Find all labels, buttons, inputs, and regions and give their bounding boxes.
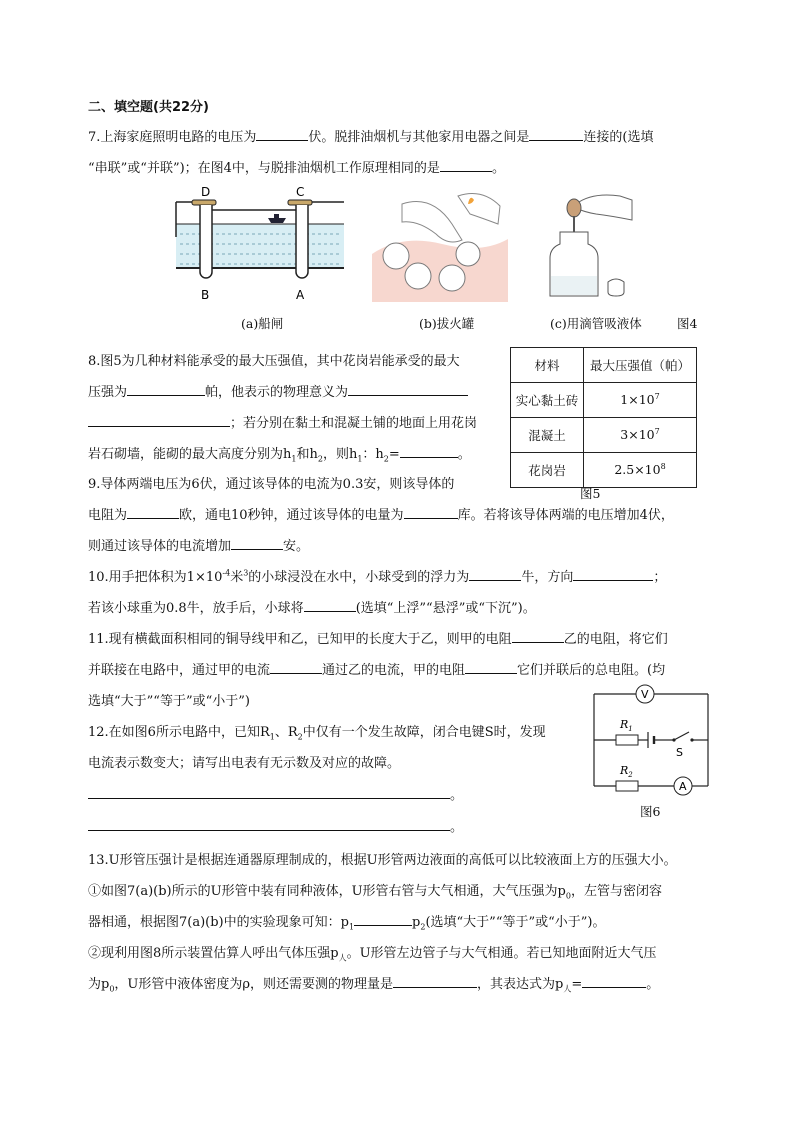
q13-text-3: 器相通，根据图7(a)(b)中的实验现象可知：p [88, 915, 349, 930]
q13-line3: 器相通，根据图7(a)(b)中的实验现象可知：$p_1$ $p_2$(选填“大于”“等于”或“小于”)。 [88, 911, 606, 932]
fig4b-caption: (b)拔火罐 [419, 316, 475, 331]
q8-blank-2[interactable] [348, 382, 468, 396]
fig6-caption: 图6 [640, 804, 661, 819]
q11-text-3: 并联接在电路中，通过甲的电流 [88, 663, 271, 678]
hand [576, 195, 632, 220]
q11-text-2: 乙的电阻，将它们 [563, 632, 668, 647]
q8-text-7: ：h [362, 447, 384, 462]
q10-text-1: 10.用手把体积为1×10 [88, 570, 223, 585]
cell-material: 混凝土 [511, 418, 584, 453]
header-pressure: 最大压强值（帕） [584, 348, 697, 383]
sub: 1 [291, 454, 297, 464]
switch-icon [674, 732, 689, 740]
q10-blank-1[interactable] [469, 567, 521, 581]
q12-blank-1[interactable] [88, 785, 450, 799]
ship-icon [268, 218, 286, 223]
q11-line2 [88, 659, 665, 678]
q12-text-1: 12.在如图6所示电路中，已知R [88, 725, 270, 740]
q8-text-9: 。 [457, 447, 471, 462]
q11-blank-3[interactable] [465, 660, 517, 674]
fig4c-caption: (c)用滴管吸液体 [550, 316, 642, 331]
q9-line2 [88, 504, 674, 523]
resistor-r1 [616, 735, 638, 745]
q13-line4: ②现利用图8所示装置估算人呼出气体压强$p_人$。U形管左边管子与大气相通。若已知地面附近大气压 [88, 946, 657, 963]
circuit-figure [588, 682, 716, 800]
q8-blank-3[interactable] [88, 413, 230, 427]
q10-line2 [88, 597, 536, 616]
q9-blank-2[interactable] [404, 505, 458, 519]
q13-text-6: ②现利用图8所示装置估算人呼出气体压强p [88, 946, 339, 961]
q13-text-4: p [412, 915, 421, 930]
q8-text-8: = [388, 447, 400, 462]
cup-1 [383, 243, 409, 269]
q13-text-12: 。 [646, 977, 660, 992]
q7-text-5: 。 [491, 161, 505, 176]
q12-text-3: 中仅有一个发生故障，闭合电键S时，发现 [302, 725, 546, 740]
label-d: D [201, 185, 211, 199]
q7-blank-2[interactable] [529, 127, 583, 141]
q7-line2 [88, 157, 505, 176]
cup-3 [439, 265, 465, 291]
fig4a-caption: (a)船闸 [241, 316, 284, 331]
pressure-table [510, 347, 697, 488]
table-row [511, 383, 697, 418]
svg-text:A: A [679, 780, 687, 793]
q8-text-3: ；若分别在黏土和混凝土铺的地面上用花岗 [230, 416, 478, 431]
fig5-caption: 图5 [580, 486, 601, 501]
q10-text-6: 若该小球重为0.8牛，放手后，小球将 [88, 601, 304, 616]
q9-text-5: 安。 [283, 539, 310, 554]
q7-text-3: 连接的(选填 [583, 130, 654, 145]
svg-text:S: S [676, 746, 683, 759]
q11-line1 [88, 628, 668, 647]
cell-value: $2.5\times 10^8$ [584, 453, 697, 488]
valve-c [288, 200, 312, 205]
label-b: B [201, 288, 210, 302]
q11-blank-2[interactable] [270, 660, 322, 674]
q9-text-2: 欧，通电10秒钟，通过该导体的电量为 [179, 508, 404, 523]
q13-blank-1[interactable] [354, 912, 412, 926]
valve-d [192, 200, 216, 205]
q7-blank-1[interactable] [256, 127, 308, 141]
q12-line2: 电流表示数变大；请写出电表有无示数及对应的故障。 [88, 756, 401, 771]
q9-line3 [88, 535, 309, 554]
q8-text-6: ，则h [322, 447, 358, 462]
header-material: 材料 [511, 348, 584, 383]
cup-2 [405, 263, 431, 289]
q13-line2: ①如图7(a)(b)所示的U形管中装有同种液体，U形管右管与大气相通，大气压强为$p_0$，左管与密闭容 [88, 884, 662, 901]
q8-line1: 8.图5为几种材料能承受的最大压强值，其中花岗岩能承受的最大 [88, 354, 460, 369]
cell-material: 花岗岩 [511, 453, 584, 488]
cell-material: 实心黏土砖 [511, 383, 584, 418]
q10-line1: 10.用手把体积为$1\times 10^{-4}$米$^3$的小球浸没在水中，小球受到的浮力为 牛，方向 ； [88, 568, 667, 585]
table-header-row [511, 348, 697, 383]
q12-line1: 12.在如图6所示电路中，已知$R_1$、$R_2$中仅有一个发生故障，闭合电键S时，发现 [88, 725, 546, 742]
q12-answer-line-1: 。 [88, 784, 463, 803]
q9-text-4: 则通过该导体的电流增加 [88, 539, 232, 554]
label-c: C [296, 185, 305, 199]
section-title: 二、填空题(共22分) [88, 100, 209, 115]
q13-blank-2[interactable] [393, 974, 477, 988]
q10-text-5: ； [653, 570, 667, 585]
cell-value: $1\times 10^7$ [584, 383, 697, 418]
q13-line1: 13.U形管压强计是根据连通器原理制成的，根据U形管两边液面的高低可以比较液面上方的压强大小。 [88, 853, 677, 868]
q7-text-4: “串联”或“并联”)；在图4中，与脱排油烟机工作原理相同的是 [88, 161, 440, 176]
bottle-liquid [551, 276, 597, 295]
q10-text-2: 米 [230, 570, 244, 585]
resistor-r2 [616, 781, 638, 791]
bottle-cap [608, 279, 624, 296]
pipe-right [296, 205, 308, 278]
q13-text-2: ，左管与密闭容 [570, 884, 662, 899]
q13-blank-3[interactable] [582, 974, 646, 988]
q11-blank-1[interactable] [512, 629, 564, 643]
q13-line5: 为$p_0$，U形管中液体密度为ρ，则还需要测的物理量是 ，其表达式为$p_人=$ 。 [88, 973, 659, 995]
q11-text-4: 通过乙的电流，甲的电阻 [322, 663, 466, 678]
q12-text-2: 、R [274, 725, 298, 740]
q10-blank-2[interactable] [573, 567, 653, 581]
q8-text-4: 岩石砌墙，能砌的最大高度分别为h [88, 447, 292, 462]
q10-blank-3[interactable] [304, 598, 356, 612]
q7-line1 [88, 126, 654, 145]
sub: 2 [317, 454, 323, 464]
q13-text-10: ，其表达式为p [477, 977, 564, 992]
q8-text-1: 压强为 [88, 385, 128, 400]
table-row [511, 453, 697, 488]
q8-line4 [88, 443, 471, 464]
q11-text-5: 它们并联后的总电阻。(均 [517, 663, 666, 678]
cup-4 [456, 242, 480, 266]
q13-text-11: = [571, 977, 583, 992]
q12-answer-line-2: 。 [88, 816, 463, 835]
q13-text-7: 。U形管左边管子与大气相通。若已知地面附近大气压 [346, 946, 657, 961]
q10-text-7: (选填“上浮”“悬浮”或“下沉”)。 [355, 601, 536, 616]
q10-text-4: 牛，方向 [521, 570, 574, 585]
q9-blank-1[interactable] [127, 505, 179, 519]
svg-text:R2: $R_2$ [620, 764, 633, 779]
q7-blank-3[interactable] [440, 158, 492, 172]
svg-text:V: V [641, 688, 649, 701]
q9-blank-3[interactable] [231, 536, 283, 550]
q8-text-2: 帕，他表示的物理意义为 [205, 385, 349, 400]
sub: 1 [357, 454, 363, 464]
q11-text-1: 11.现有横截面积相同的铜导线甲和乙，已知甲的长度大于乙，则甲的电阻 [88, 632, 512, 647]
q9-text-3: 库。若将该导体两端的电压增加4伏， [457, 508, 674, 523]
ship-lock-figure [172, 182, 348, 302]
q8-text-5: 和h [296, 447, 318, 462]
svg-text:R1: $R_1$ [620, 718, 633, 733]
rubber-bulb [567, 199, 581, 217]
q8-blank-4[interactable] [400, 444, 458, 458]
q9-line1: 9.导体两端电压为6伏，通过该导体的电流为0.3安，则该导体的 [88, 477, 455, 492]
cupping-figure [372, 184, 508, 302]
q13-text-9: ，U形管中液体密度为ρ，则还需要测的物理量是 [114, 977, 394, 992]
q7-text-1: 7.上海家庭照明电路的电压为 [88, 130, 257, 145]
q7-text-2: 伏。脱排油烟机与其他家用电器之间是 [308, 130, 530, 145]
q11-line3: 选填“大于”“等于”或“小于”) [88, 694, 250, 709]
q8-line3 [88, 412, 477, 431]
q13-text-5: (选填“大于”“等于”或“小于”)。 [425, 915, 606, 930]
cell-value: $3\times 10^7$ [584, 418, 697, 453]
label-a: A [296, 288, 305, 302]
q9-text-1: 电阻为 [88, 508, 128, 523]
q13-text-1: ①如图7(a)(b)所示的U形管中装有同种液体，U形管右管与大气相通，大气压强为p [88, 884, 566, 899]
dropper-figure [536, 186, 636, 300]
q8-blank-1[interactable] [127, 382, 205, 396]
q12-blank-2[interactable] [88, 817, 450, 831]
pipe-left [200, 205, 212, 278]
q13-text-8: 为p [88, 977, 110, 992]
fig4-label: 图4 [677, 316, 698, 331]
table-row [511, 418, 697, 453]
sub: 2 [383, 454, 389, 464]
q10-text-3: 的小球浸没在水中，小球受到的浮力为 [248, 570, 470, 585]
q8-line2 [88, 381, 468, 400]
